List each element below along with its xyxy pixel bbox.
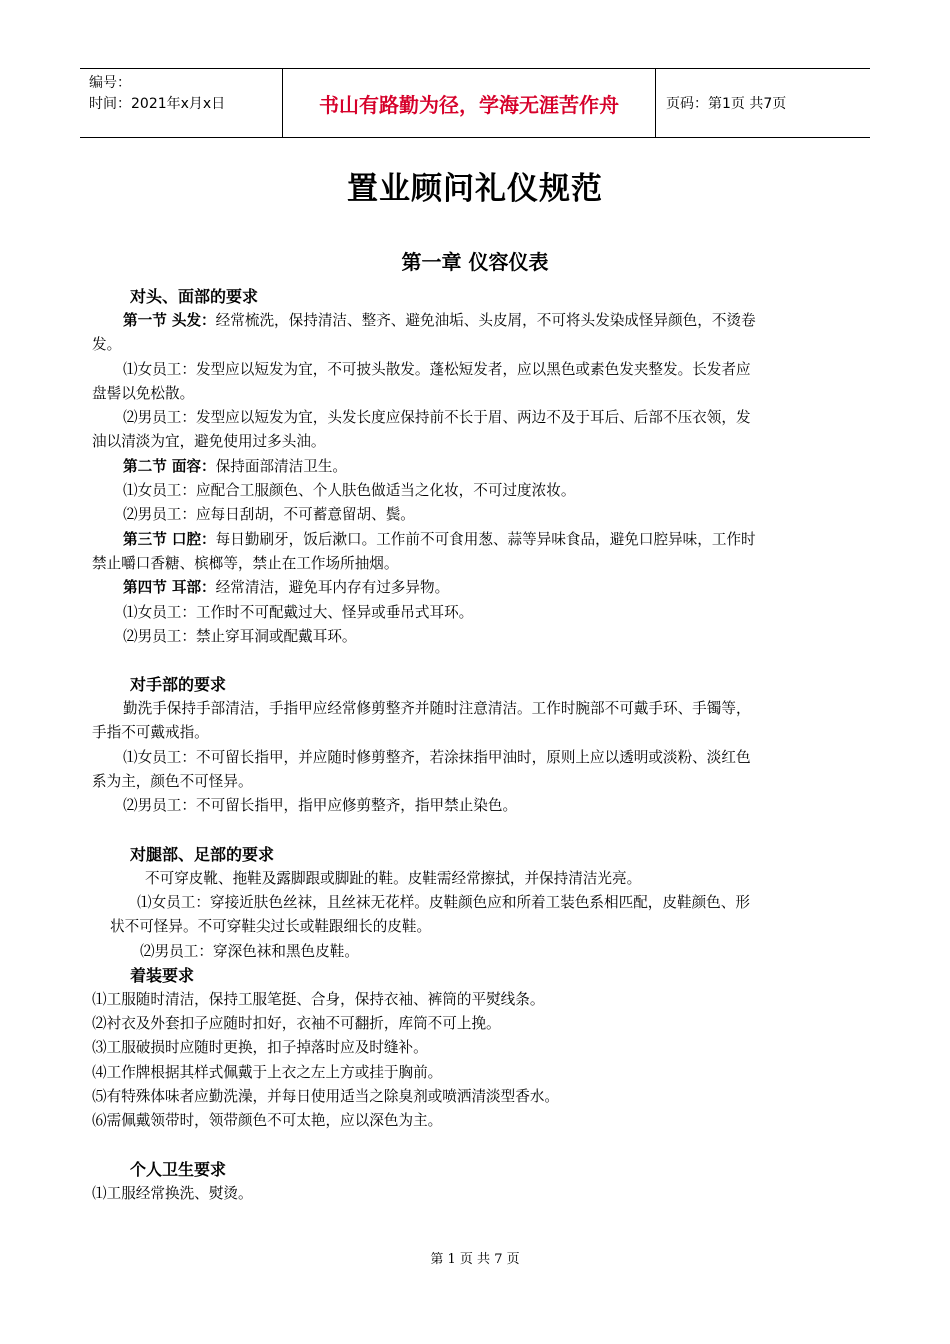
header-meta [80,69,282,137]
paragraph-line: ⑵男员工：不可留长指甲，指甲应修剪整齐，指甲禁止染色。 [123,797,518,815]
subsection-label: 第二节 面容： [123,457,216,475]
paragraph-line: ⑵男员工：应每日刮胡，不可蓄意留胡、鬓。 [123,506,415,524]
header-time: 时间：2021年x月x日 [89,96,226,112]
list-item: ⑹需佩戴领带时，领带颜色不可太艳，应以深色为主。 [92,1112,443,1130]
paragraph-line: 系为主，颜色不可怪异。 [92,773,253,791]
paragraph-line: 状不可怪异。不可穿鞋尖过长或鞋跟细长的皮鞋。 [110,918,432,936]
paragraph-text: 经常梳洗，保持清洁、整齐、避免油垢、头皮屑，不可将头发染成怪异颜色，不烫卷 [215,312,756,329]
subsection-label: 第一节 头发： [123,312,216,329]
list-item: ⑸有特殊体味者应勤洗澡，并每日使用适当之除臭剂或喷洒清淡型香水。 [92,1088,560,1106]
list-item: ⑷工作牌根据其样式佩戴于上衣之左上方或挂于胸前。 [92,1063,443,1081]
document-title: 置业顾问礼仪规范 [347,171,603,207]
paragraph-line: ⑴女员工：工作时不可配戴过大、怪异或垂吊式耳环。 [123,603,474,621]
paragraph-line: ⑵男员工：发型应以短发为宜，头发长度应保持前不长于眉、两边不及于耳后、后部不压衣领，发 [123,409,751,427]
section-heading: 着装要求 [130,965,195,985]
section-heading: 对手部的要求 [130,675,227,695]
section-heading: 对头、面部的要求 [130,287,259,306]
paragraph-line: ⑴女员工：不可留长指甲，并应随时修剪整齐，若涂抹指甲油时，原则上应以透明或淡粉、淡红色 [123,748,751,766]
paragraph-line: 盘髻以免松散。 [92,384,195,402]
subsection-label: 第三节 口腔： [123,530,216,548]
section-heading: 个人卫生要求 [130,1159,227,1179]
paragraph-line [92,309,852,333]
paragraph-text: 经常清洁，避免耳内存有过多异物。 [215,579,450,597]
paragraph-text: 保持面部清洁卫生。 [215,457,348,475]
page-footer: 第 1 页 共 7 页 [430,1252,520,1267]
spacer [92,1134,852,1158]
list-item: ⑶工服破损时应随时更换，扣子掉落时应及时缝补。 [92,1039,428,1057]
paragraph-line: ⑴女员工：穿接近肤色丝袜，且丝袜无花样。皮鞋颜色应和所着工装色系相匹配，皮鞋颜色、形 [137,893,750,911]
paragraph-line: ⑴女员工：发型应以短发为宜，不可披头散发。蓬松短发者，应以黑色或素色发夹整发。长发者应 [123,360,751,378]
paragraph-line: ⑵男员工：禁止穿耳洞或配戴耳环。 [123,627,357,645]
subsection-label: 第四节 耳部： [123,579,216,597]
paragraph-line [92,576,852,600]
paragraph-line: 手指不可戴戒指。 [92,724,209,742]
paragraph-line [92,528,852,552]
section-heading: 对腿部、足部的要求 [130,844,275,864]
list-item: ⑴工服经常换洗、熨烫。 [92,1184,253,1202]
paragraph-line: 油以清淡为宜，避免使用过多头油。 [92,433,326,451]
paragraph-line: 禁止嚼口香糖、槟榔等，禁止在工作场所抽烟。 [92,554,399,572]
paragraph-line: 发。 [92,336,122,354]
list-item: ⑵衬衣及外套扣子应随时扣好，衣袖不可翻折，库筒不可上挽。 [92,1015,501,1033]
paragraph-line [92,455,852,479]
paragraph-line: 勤洗手保持手部清洁，手指甲应经常修剪整齐并随时注意清洁。工作时腕部不可戴手环、手镯等， [123,700,751,718]
header-motto: 书山有路勤为径，学海无涯苦作舟 [282,69,656,137]
spacer [92,649,852,673]
header-page-number: 页码：第1页 共7页 [666,96,787,112]
document-body [92,285,852,1206]
chapter-heading: 第一章 仪容仪表 [401,250,549,274]
paragraph-line: ⑴女员工：应配合工服颜色、个人肤色做适当之化妆，不可过度浓妆。 [123,482,576,500]
paragraph-line: ⑵男员工：穿深色袜和黑色皮鞋。 [140,942,359,960]
paragraph-text: 每日勤刷牙，饭后漱口。工作前不可食用葱、蒜等异味食品，避免口腔异味，工作时 [215,530,756,548]
header-number: 编号： [89,75,131,91]
document-header [80,68,870,138]
spacer [92,819,852,843]
list-item: ⑴工服随时清洁，保持工服笔挺、合身，保持衣袖、裤筒的平熨线条。 [92,990,545,1008]
paragraph-line: 不可穿皮靴、拖鞋及露脚跟或脚趾的鞋。皮鞋需经常擦拭，并保持清洁光亮。 [145,869,642,887]
